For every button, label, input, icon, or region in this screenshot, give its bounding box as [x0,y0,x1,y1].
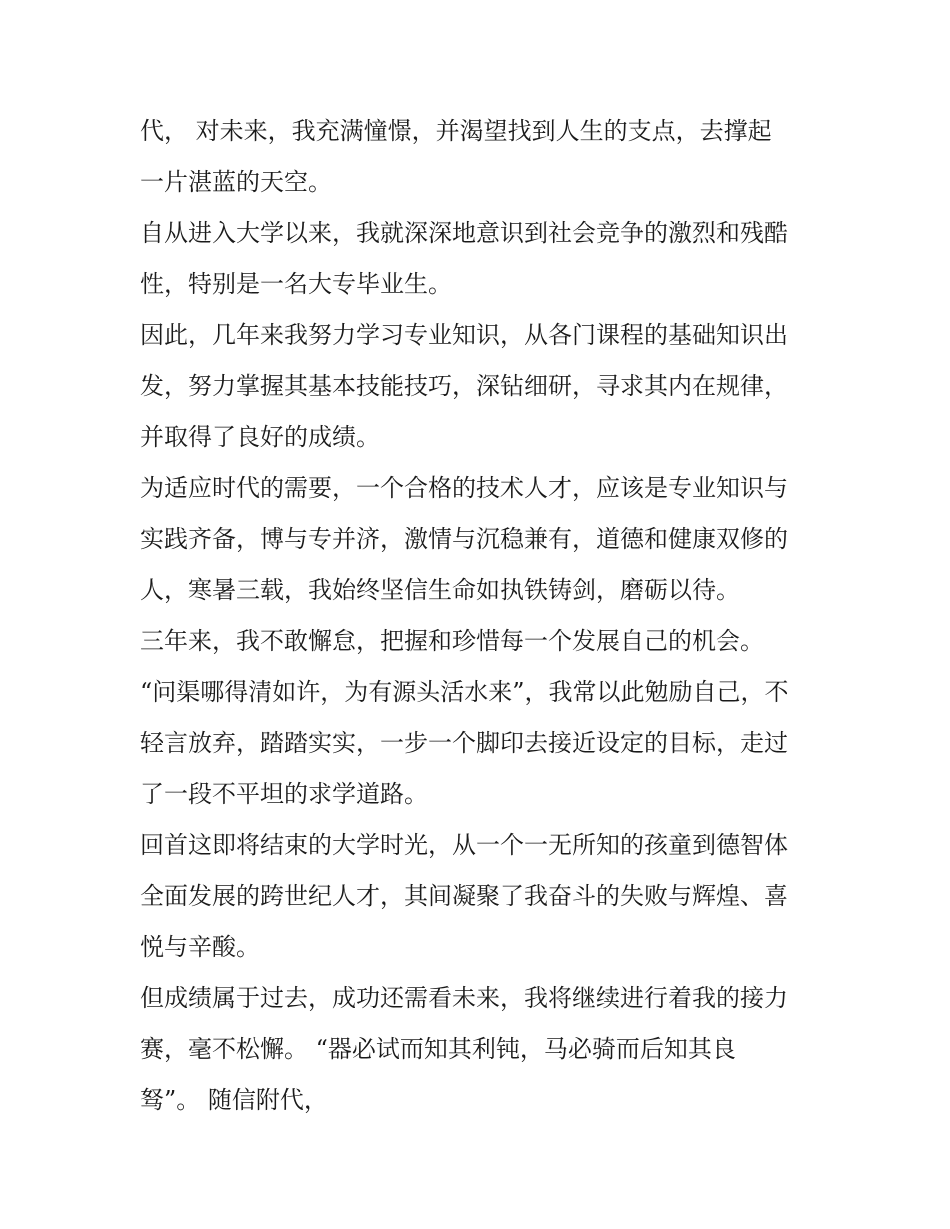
text-line: 了一段不平坦的求学道路。 [140,780,428,808]
text-line: 为适应时代的需要，一个合格的技术人才，应该是专业知识与 [140,474,788,502]
text-line: 因此，几年来我努力学习专业知识，从各门课程的基础知识出 [140,321,788,349]
text-line: 但成绩属于过去，成功还需看未来，我将继续进行着我的接力 [140,984,788,1012]
text-line: 性，特别是一名大专毕业生。 [140,270,452,298]
document-body [140,106,816,1126]
text-line: 轻言放弃，踏踏实实，一步一个脚印去接近设定的目标，走过 [140,729,788,757]
text-line: 悦与辛酸。 [140,933,260,961]
text-line: “问渠哪得清如许，为有源头活水来”，我常以此勉励自己，不 [140,678,789,706]
text-line: 实践齐备，博与专并济，激情与沉稳兼有，道德和健康双修的 [140,525,788,553]
text-line: 发，努力掌握其基本技能技巧，深钻细研，寻求其内在规律， [140,372,788,400]
text-line: 并取得了良好的成绩。 [140,423,380,451]
text-line: 人，寒暑三载，我始终坚信生命如执铁铸剑，磨砺以待。 [140,576,740,604]
text-line: 回首这即将结束的大学时光，从一个一无所知的孩童到德智体 [140,831,788,859]
text-line: 代， 对未来，我充满憧憬，并渴望找到人生的支点，去撑起 [140,117,772,145]
text-line: 赛，毫不松懈。 “器必试而知其利钝，马必骑而后知其良 [140,1035,736,1063]
text-line: 自从进入大学以来，我就深深地意识到社会竞争的激烈和残酷 [140,219,788,247]
text-line: 一片湛蓝的天空。 [140,168,332,196]
text-line: 三年来，我不敢懈怠，把握和珍惜每一个发展自己的机会。 [140,627,764,655]
text-line: 驽”。 随信附代， [140,1086,328,1114]
text-line: 全面发展的跨世纪人才，其间凝聚了我奋斗的失败与辉煌、喜 [140,882,788,910]
